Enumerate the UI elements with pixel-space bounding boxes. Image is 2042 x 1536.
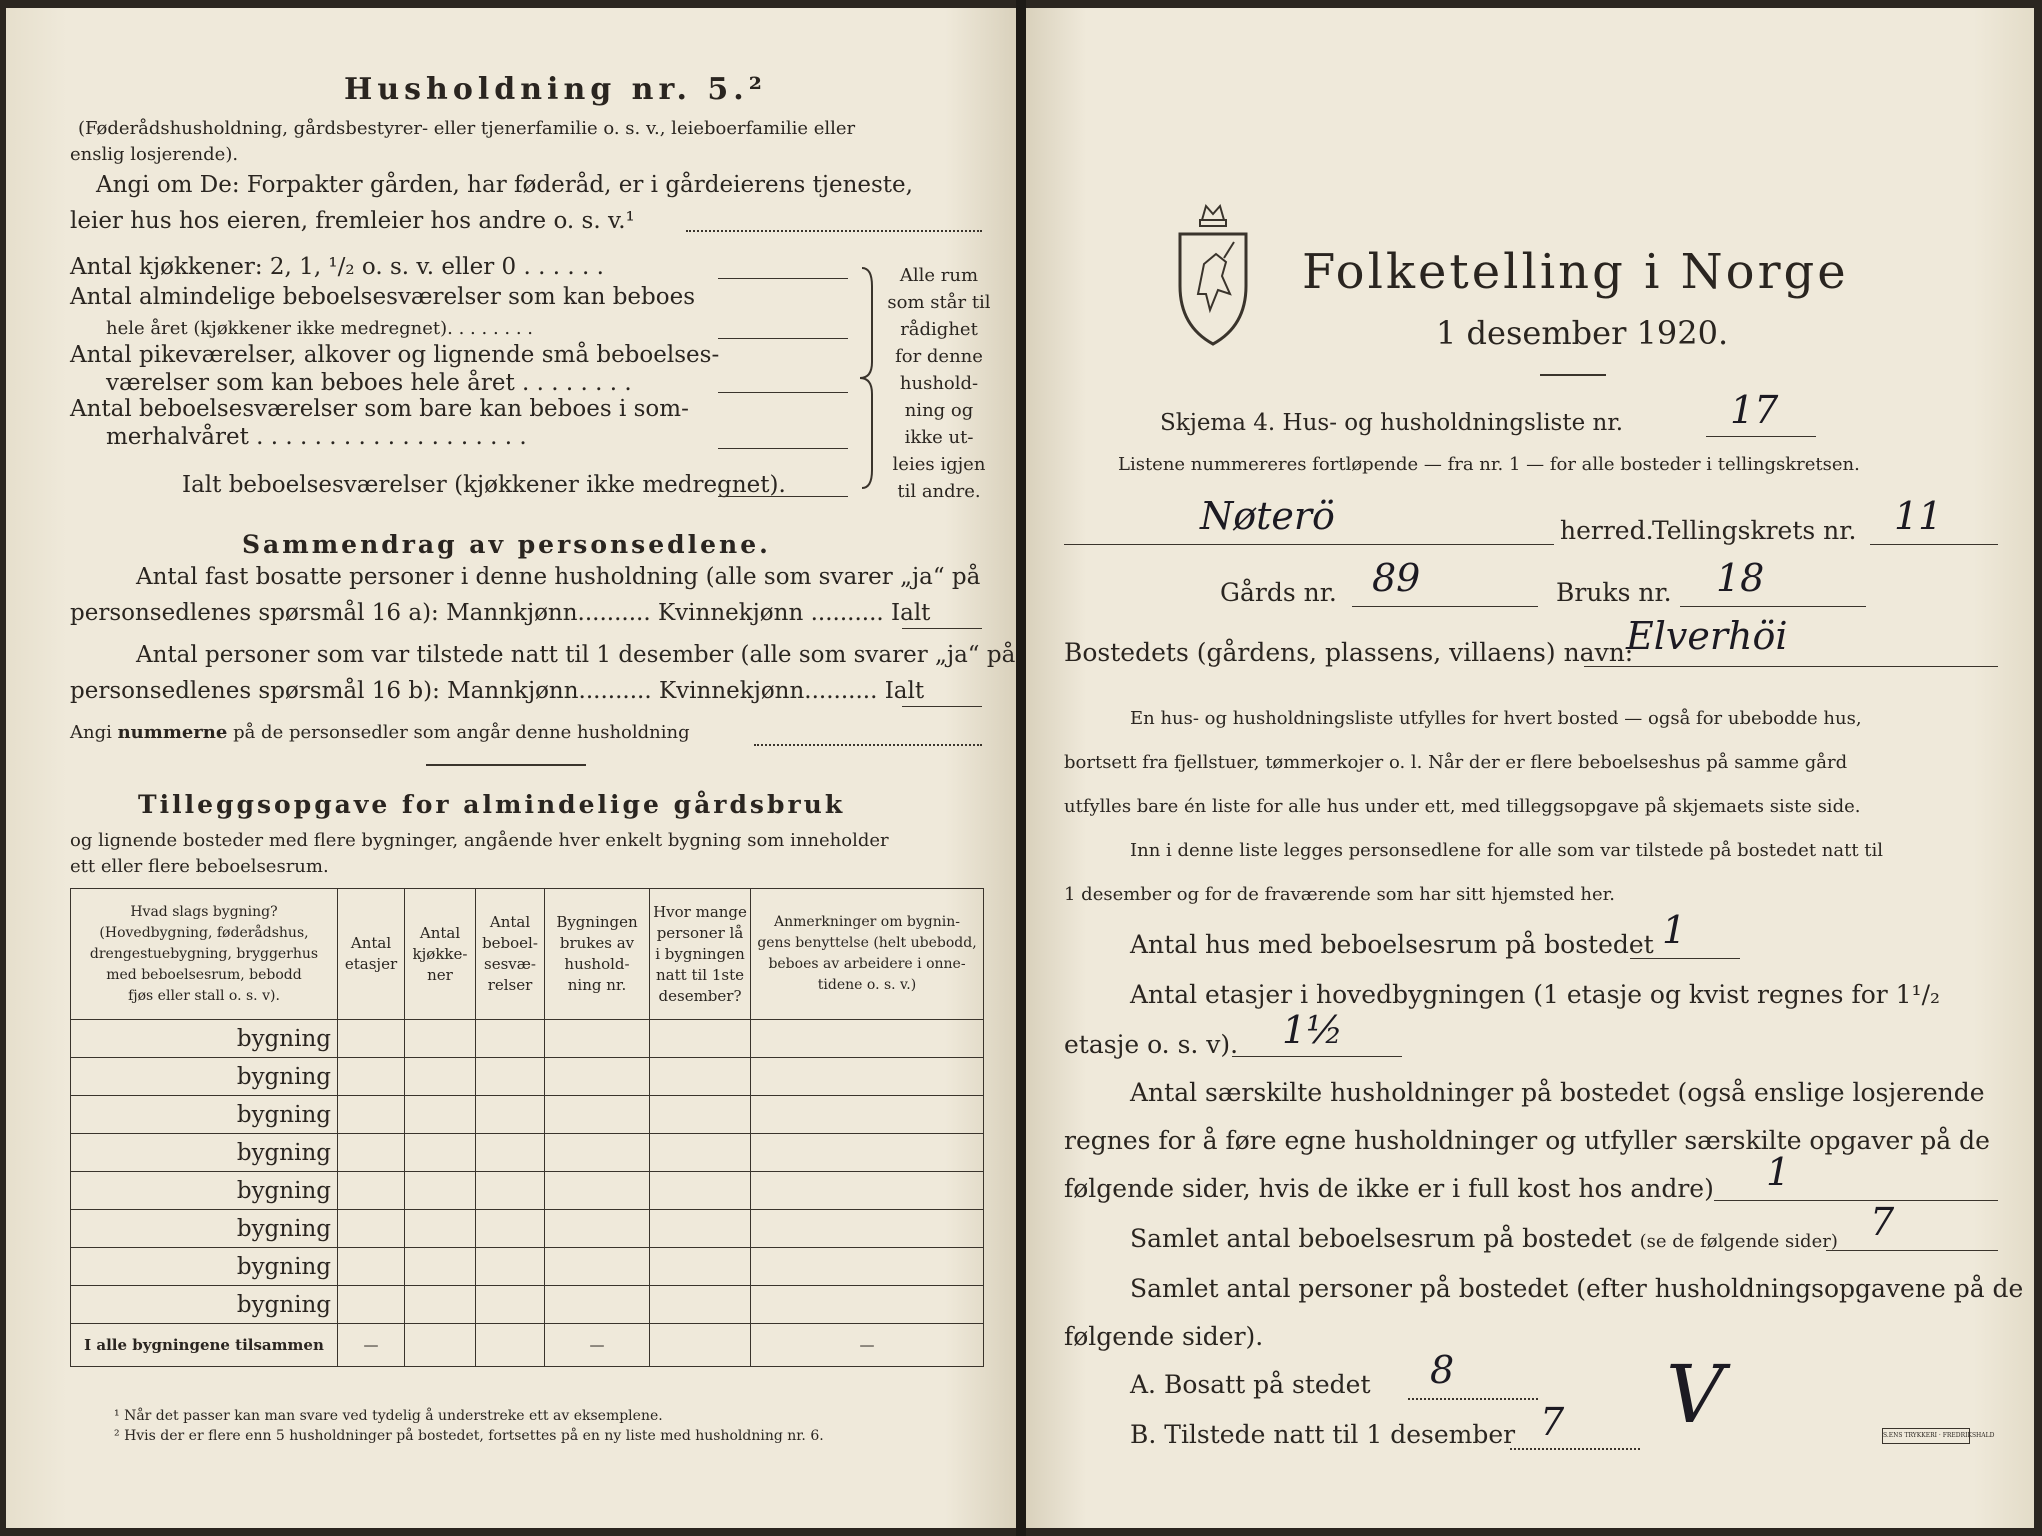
coat-of-arms-icon: [1176, 198, 1250, 348]
col-remarks: Anmerkninger om bygnin- gens benyttelse (helt ubebodd, beboes av arbeidere i onne- tidene o. s. v.): [751, 889, 984, 1020]
rooms-maid-2: værelser som kan beboes hele året . . . . . . . .: [106, 370, 632, 396]
bosted-value: Elverhöi: [1626, 614, 1788, 658]
table-cell: [545, 1248, 650, 1286]
table-cell: [751, 1020, 984, 1058]
table-cell: [545, 1058, 650, 1096]
table-cell: [545, 1020, 650, 1058]
rooms-summer-answer: [718, 448, 848, 449]
question-line-2: leier hus hos eieren, fremleier hos andre o. s. v.¹: [70, 208, 635, 234]
q-households-line-3: følgende sider, hvis de ikke er i full kost hos andre): [1064, 1174, 1714, 1203]
schema-answer-line: [1706, 436, 1816, 437]
schema-value: 17: [1730, 388, 1779, 432]
table-cell: [545, 1286, 650, 1324]
buildings-table: [70, 888, 984, 1367]
question-answer-line: [686, 230, 982, 232]
instruction-4: Inn i denne liste legges personsedlene for alle som var tilstede på bostedet natt til: [1130, 840, 1884, 861]
table-row: [71, 1286, 984, 1324]
numbers-line-post: på de personsedler som angår denne husholdning: [227, 722, 690, 743]
table-cell: [545, 1210, 650, 1248]
table-cell: [405, 1096, 476, 1134]
summary-total-1-line: [902, 628, 982, 629]
rooms-total: Ialt beboelsesværelser (kjøkkener ikke medregnet).: [182, 472, 786, 498]
building-cell: bygning: [71, 1286, 338, 1324]
herred-value: Nøterö: [1200, 494, 1335, 538]
building-cell: bygning: [71, 1020, 338, 1058]
table-cell: [650, 1324, 751, 1367]
table-row: [71, 1096, 984, 1134]
q-households-answer-line: [1714, 1200, 1998, 1201]
supplement-text-1: og lignende bosteder med flere bygninger, angående hver enkelt bygning som inneholder: [70, 830, 889, 851]
table-cell: [405, 1020, 476, 1058]
a-label: A. Bosatt på stedet: [1130, 1370, 1371, 1399]
gards-answer-line: [1352, 606, 1538, 607]
rooms-ordinary-answer: [718, 338, 848, 339]
rooms-kitchens: Antal kjøkkener: 2, 1, ¹/₂ o. s. v. eller 0 . . . . . .: [70, 254, 604, 280]
table-row: [71, 1020, 984, 1058]
numbers-line-bold: nummerne: [117, 722, 228, 743]
table-cell: [476, 1324, 545, 1367]
table-cell: [338, 1248, 405, 1286]
census-title: Folketelling i Norge: [1302, 244, 1849, 300]
rooms-maid-1: Antal pikeværelser, alkover og lignende små beboelses-: [70, 342, 720, 368]
col-building-type: Hvad slags bygning? (Hovedbygning, føderådshus, drengestuebygning, bryggerhus med beboelsesrum, bebodd fjøs eller stall o. s. v).: [71, 889, 338, 1020]
footnote-2: ² Hvis der er flere enn 5 husholdninger på bostedet, fortsettes på en ny liste med husholdning nr. 6.: [114, 1428, 824, 1444]
building-cell: bygning: [71, 1096, 338, 1134]
herred-label: herred.: [1560, 516, 1654, 545]
table-cell: [405, 1172, 476, 1210]
bruks-answer-line: [1680, 606, 1866, 607]
left-page: [6, 8, 1016, 1528]
q-households-line-2: regnes for å føre egne husholdninger og utfyller særskilte opgaver på de: [1064, 1126, 1990, 1155]
supplement-text-2: ett eller flere beboelsesrum.: [70, 856, 329, 877]
table-cell: [338, 1172, 405, 1210]
table-cell: [338, 1096, 405, 1134]
table-cell: [476, 1096, 545, 1134]
rooms-total-answer: [718, 496, 848, 497]
rooms-summer-1: Antal beboelsesværelser som bare kan beboes i som-: [70, 396, 689, 422]
col-persons: Hvor mange personer lå i bygningen natt til 1ste desember?: [650, 889, 751, 1020]
table-cell: [751, 1248, 984, 1286]
q-houses-label: Antal hus med beboelsesrum på bostedet: [1130, 930, 1654, 959]
summary-line-2: personsedlenes spørsmål 16 a): Mannkjønn.......... Kvinnekjønn .......... Ialt: [70, 600, 931, 626]
krets-label: Tellingskrets nr.: [1652, 516, 1857, 545]
krets-answer-line: [1870, 544, 1998, 545]
q-houses-value: 1: [1662, 908, 1687, 952]
instruction-5: 1 desember og for de fraværende som har sitt hjemsted her.: [1064, 884, 1615, 905]
table-cell: [650, 1248, 751, 1286]
bosted-label: Bostedets (gårdens, plassens, villaens) navn:: [1064, 638, 1634, 667]
table-cell: [338, 1134, 405, 1172]
table-cell: [650, 1134, 751, 1172]
col-rooms: Antal beboel- sesvæ- relser: [476, 889, 545, 1020]
table-total-row: [71, 1324, 984, 1367]
question-line-1: Angi om De: Forpakter gården, har føderåd, er i gårdeierens tjeneste,: [96, 172, 913, 198]
table-cell: [405, 1286, 476, 1324]
table-cell: [545, 1134, 650, 1172]
side-note-line: rådighet: [900, 319, 978, 340]
q-rooms-note: (se de følgende sider): [1639, 1231, 1838, 1252]
building-cell: bygning: [71, 1248, 338, 1286]
table-cell: [751, 1134, 984, 1172]
rooms-ordinary-2: hele året (kjøkkener ikke medregnet). . . . . . . .: [106, 318, 533, 339]
table-cell: [338, 1020, 405, 1058]
supplement-title: Tilleggsopgave for almindelige gårdsbruk: [138, 790, 846, 819]
table-cell: [338, 1058, 405, 1096]
table-row: [71, 1248, 984, 1286]
side-note-line: hushold-: [899, 373, 979, 394]
schema-label: Skjema 4. Hus- og husholdningsliste nr.: [1160, 410, 1624, 436]
summary-line-1: Antal fast bosatte personer i denne husholdning (alle som svarer „ja“ på: [136, 564, 981, 590]
table-cell: [751, 1058, 984, 1096]
instruction-2: bortsett fra fjellstuer, tømmerkojer o. l. Når der er flere beboelseshus på samme gård: [1064, 752, 1848, 773]
bruks-label: Bruks nr.: [1556, 578, 1672, 607]
numbers-line: [70, 722, 690, 743]
table-total-dash: —: [545, 1324, 650, 1367]
q-floors-line-1: Antal etasjer i hovedbygningen (1 etasje og kvist regnes for 1¹/₂: [1130, 980, 1941, 1009]
numbering-note: Listene nummereres fortløpende — fra nr. 1 — for alle bosteder i tellingskretsen.: [1118, 454, 1860, 475]
col-floors: Antal etasjer: [338, 889, 405, 1020]
gards-label: Gårds nr.: [1220, 578, 1337, 607]
gards-value: 89: [1372, 556, 1421, 600]
q-floors-line-2: etasje o. s. v).: [1064, 1030, 1239, 1059]
building-cell: bygning: [71, 1058, 338, 1096]
rooms-maid-answer: [718, 392, 848, 393]
table-cell: [476, 1134, 545, 1172]
table-cell: [476, 1020, 545, 1058]
instruction-1: En hus- og husholdningsliste utfylles for hvert bosted — også for ubebodde hus,: [1130, 708, 1862, 729]
q-rooms-value: 7: [1870, 1200, 1895, 1244]
table-cell: [338, 1286, 405, 1324]
census-date: 1 desember 1920.: [1436, 314, 1729, 352]
table-cell: [476, 1286, 545, 1324]
table-cell: [405, 1134, 476, 1172]
table-total-dash: —: [751, 1324, 984, 1367]
q-persons-line-2: følgende sider).: [1064, 1322, 1264, 1351]
summary-title: Sammendrag av personsedlene.: [242, 530, 771, 559]
herred-answer-line: [1064, 544, 1554, 545]
table-total-label: I alle bygningene tilsammen: [71, 1324, 338, 1367]
building-cell: bygning: [71, 1210, 338, 1248]
summary-line-4: personsedlenes spørsmål 16 b): Mannkjønn.......... Kvinnekjønn.......... Ialt: [70, 678, 925, 704]
side-note-line: for denne: [895, 346, 983, 367]
q-floors-value: 1½: [1282, 1008, 1344, 1052]
section-divider: [426, 764, 586, 766]
rooms-ordinary-1: Antal almindelige beboelsesværelser som kan beboes: [70, 284, 696, 310]
table-cell: [751, 1172, 984, 1210]
household-title: Husholdning nr. 5.²: [344, 72, 767, 107]
bruks-value: 18: [1716, 556, 1765, 600]
table-cell: [650, 1020, 751, 1058]
side-note-line: til andre.: [897, 481, 981, 502]
check-mark: V: [1666, 1348, 1724, 1441]
summary-line-3: Antal personer som var tilstede natt til 1 desember (alle som svarer „ja“ på: [136, 642, 1016, 668]
table-cell: [476, 1058, 545, 1096]
printer-stamp: S.ENS TRYKKERI · FREDRIKSHALD: [1882, 1428, 1970, 1444]
table-row: [71, 1172, 984, 1210]
b-label: B. Tilstede natt til 1 desember: [1130, 1420, 1516, 1449]
a-answer-line: [1408, 1398, 1538, 1400]
table-cell: [476, 1248, 545, 1286]
krets-value: 11: [1894, 494, 1943, 538]
summary-total-2-line: [902, 706, 982, 707]
table-cell: [545, 1096, 650, 1134]
q-houses-answer-line: [1630, 958, 1740, 959]
q-rooms-answer-line: [1826, 1250, 1998, 1251]
side-note-line: leies igjen: [892, 454, 986, 475]
q-households-line-1: Antal særskilte husholdninger på bostedet (også enslige losjerende: [1130, 1078, 1985, 1107]
table-cell: [338, 1210, 405, 1248]
table-cell: [405, 1248, 476, 1286]
building-cell: bygning: [71, 1172, 338, 1210]
instruction-3: utfylles bare én liste for alle hus under ett, med tilleggsopgave på skjemaets siste side.: [1064, 796, 1861, 817]
building-cell: bygning: [71, 1134, 338, 1172]
table-total-dash: —: [338, 1324, 405, 1367]
table-cell: [751, 1096, 984, 1134]
q-floors-answer-line: [1232, 1056, 1402, 1057]
side-note-line: ikke ut-: [904, 427, 974, 448]
household-intro-2: enslig losjerende).: [70, 144, 239, 165]
book-fold: [1016, 0, 1026, 1536]
rooms-side-note: [884, 262, 994, 505]
table-cell: [405, 1210, 476, 1248]
col-kitchens: Antal kjøkke- ner: [405, 889, 476, 1020]
rooms-summer-2: merhalvåret . . . . . . . . . . . . . . . . . . .: [106, 424, 527, 450]
footnote-1: ¹ Når det passer kan man svare ved tydelig å understreke ett av eksemplene.: [114, 1408, 663, 1424]
rooms-kitchens-answer: [718, 278, 848, 279]
b-value: 7: [1540, 1400, 1565, 1444]
table-cell: [650, 1286, 751, 1324]
table-row: [71, 1210, 984, 1248]
date-divider: [1540, 374, 1606, 376]
q-rooms-text: Samlet antal beboelsesrum på bostedet: [1130, 1224, 1632, 1253]
q-rooms-label: [1130, 1224, 1838, 1253]
numbers-answer-line: [754, 744, 982, 746]
table-cell: [650, 1096, 751, 1134]
col-household-nr: Bygningen brukes av hushold- ning nr.: [545, 889, 650, 1020]
table-cell: [405, 1058, 476, 1096]
table-cell: [545, 1172, 650, 1210]
table-cell: [751, 1210, 984, 1248]
table-cell: [476, 1210, 545, 1248]
side-note-line: ning og: [904, 400, 974, 421]
table-cell: [405, 1324, 476, 1367]
q-households-value: 1: [1766, 1150, 1791, 1194]
household-intro-1: (Føderådshusholdning, gårdsbestyrer- eller tjenerfamilie o. s. v., leieboerfamilie eller: [78, 118, 856, 139]
right-page: [1026, 8, 2034, 1528]
table-cell: [650, 1172, 751, 1210]
a-value: 8: [1430, 1348, 1455, 1392]
q-persons-line-1: Samlet antal personer på bostedet (efter husholdningsopgavene på de: [1130, 1274, 2024, 1303]
side-note-line: som står til: [887, 292, 991, 313]
table-cell: [476, 1172, 545, 1210]
table-cell: [650, 1058, 751, 1096]
bosted-answer-line: [1584, 666, 1998, 667]
b-answer-line: [1510, 1448, 1640, 1450]
side-note-line: Alle rum: [899, 265, 979, 286]
rooms-brace: [858, 266, 878, 490]
numbers-line-pre: Angi: [70, 722, 118, 743]
table-row: [71, 1058, 984, 1096]
table-row: [71, 1134, 984, 1172]
table-header-row: [71, 889, 984, 1020]
table-cell: [751, 1286, 984, 1324]
table-cell: [650, 1210, 751, 1248]
